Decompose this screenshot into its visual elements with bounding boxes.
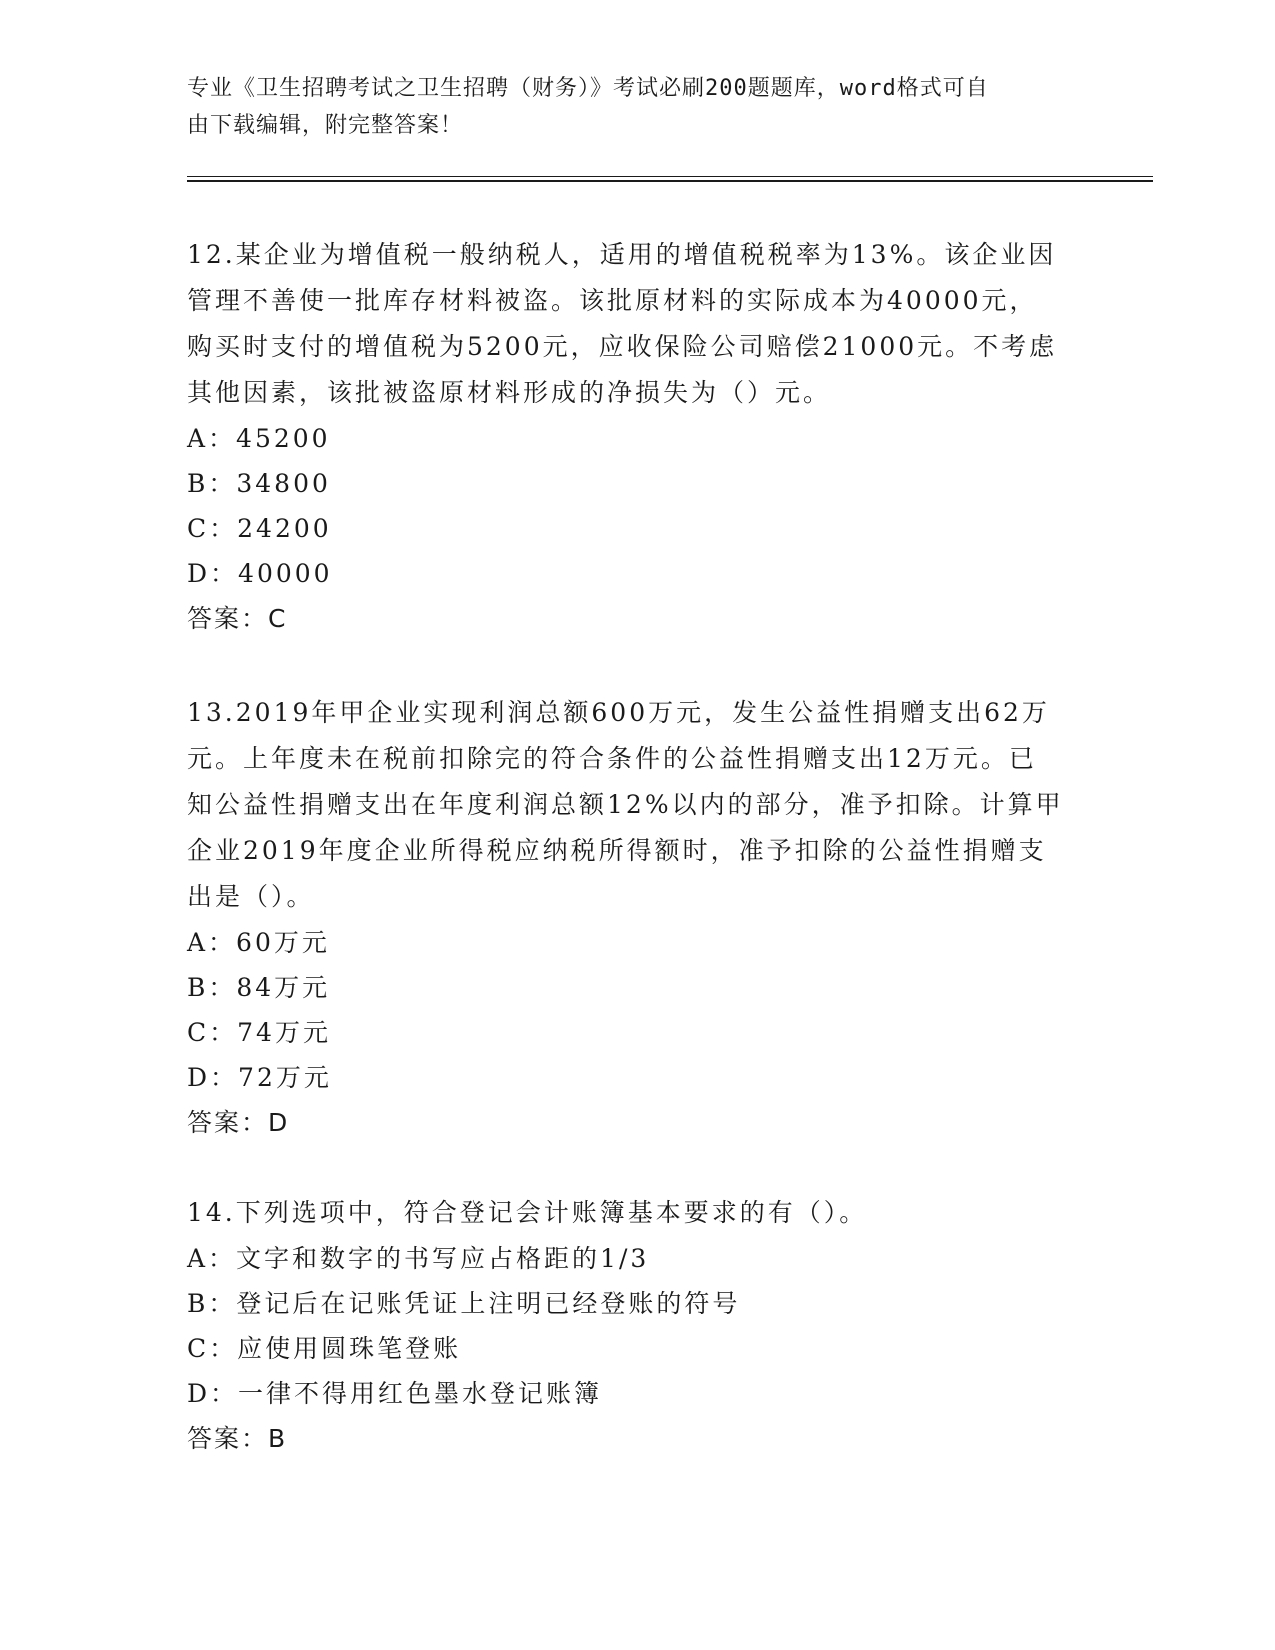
- option-b: B：登记后在记账凭证上注明已经登账的符号: [187, 1289, 741, 1318]
- question-stem-line: 14.下列选项中，符合登记会计账簿基本要求的有（）。: [187, 1198, 868, 1227]
- question-stem-line: 出是（）。: [187, 882, 315, 911]
- answer-label: 答案：D: [187, 1108, 290, 1137]
- option-d: D：72万元: [187, 1063, 332, 1092]
- question-stem-line: 购买时支付的增值税为5200元，应收保险公司赔偿21000元。不考虑: [187, 332, 1058, 361]
- question-13: [187, 690, 1087, 1146]
- question-stem-line: 13.2019年甲企业实现利润总额600万元，发生公益性捐赠支出62万: [187, 698, 1050, 727]
- header-line-1: 专业《卫生招聘考试之卫生招聘（财务）》考试必刷200题题库，word格式可自: [187, 76, 989, 101]
- option-c: C：74万元: [187, 1018, 331, 1047]
- option-a: A：60万元: [187, 928, 330, 957]
- question-stem-line: 知公益性捐赠支出在年度利润总额12%以内的部分，准予扣除。计算甲: [187, 790, 1064, 819]
- question-stem-line: 管理不善使一批库存材料被盗。该批原材料的实际成本为40000元，: [187, 286, 1038, 315]
- question-stem-line: 企业2019年度企业所得税应纳税所得额时，准予扣除的公益性捐赠支: [187, 836, 1047, 865]
- answer-label: 答案：C: [187, 604, 288, 633]
- option-b: B：84万元: [187, 973, 331, 1002]
- option-a: A：45200: [187, 424, 331, 453]
- header-divider-thick: [187, 180, 1153, 182]
- question-stem-line: 其他因素，该批被盗原材料形成的净损失为（）元。: [187, 378, 832, 407]
- question-14: [187, 1190, 1087, 1462]
- option-d: D：40000: [187, 559, 333, 588]
- option-c: C：应使用圆珠笔登账: [187, 1334, 462, 1363]
- header-line-2: 由下载编辑，附完整答案！: [187, 113, 464, 138]
- document-header: [187, 70, 1067, 144]
- answer-label: 答案：B: [187, 1424, 288, 1453]
- question-12: [187, 232, 1087, 642]
- header-divider-thin: [187, 176, 1153, 177]
- option-a: A：文字和数字的书写应占格距的1/3: [187, 1244, 650, 1273]
- option-b: B：34800: [187, 469, 331, 498]
- option-c: C：24200: [187, 514, 332, 543]
- option-d: D：一律不得用红色墨水登记账簿: [187, 1379, 603, 1408]
- question-stem-line: 12.某企业为增值税一般纳税人，适用的增值税税率为13%。该企业因: [187, 240, 1057, 269]
- question-stem-line: 元。上年度未在税前扣除完的符合条件的公益性捐赠支出12万元。已: [187, 744, 1037, 773]
